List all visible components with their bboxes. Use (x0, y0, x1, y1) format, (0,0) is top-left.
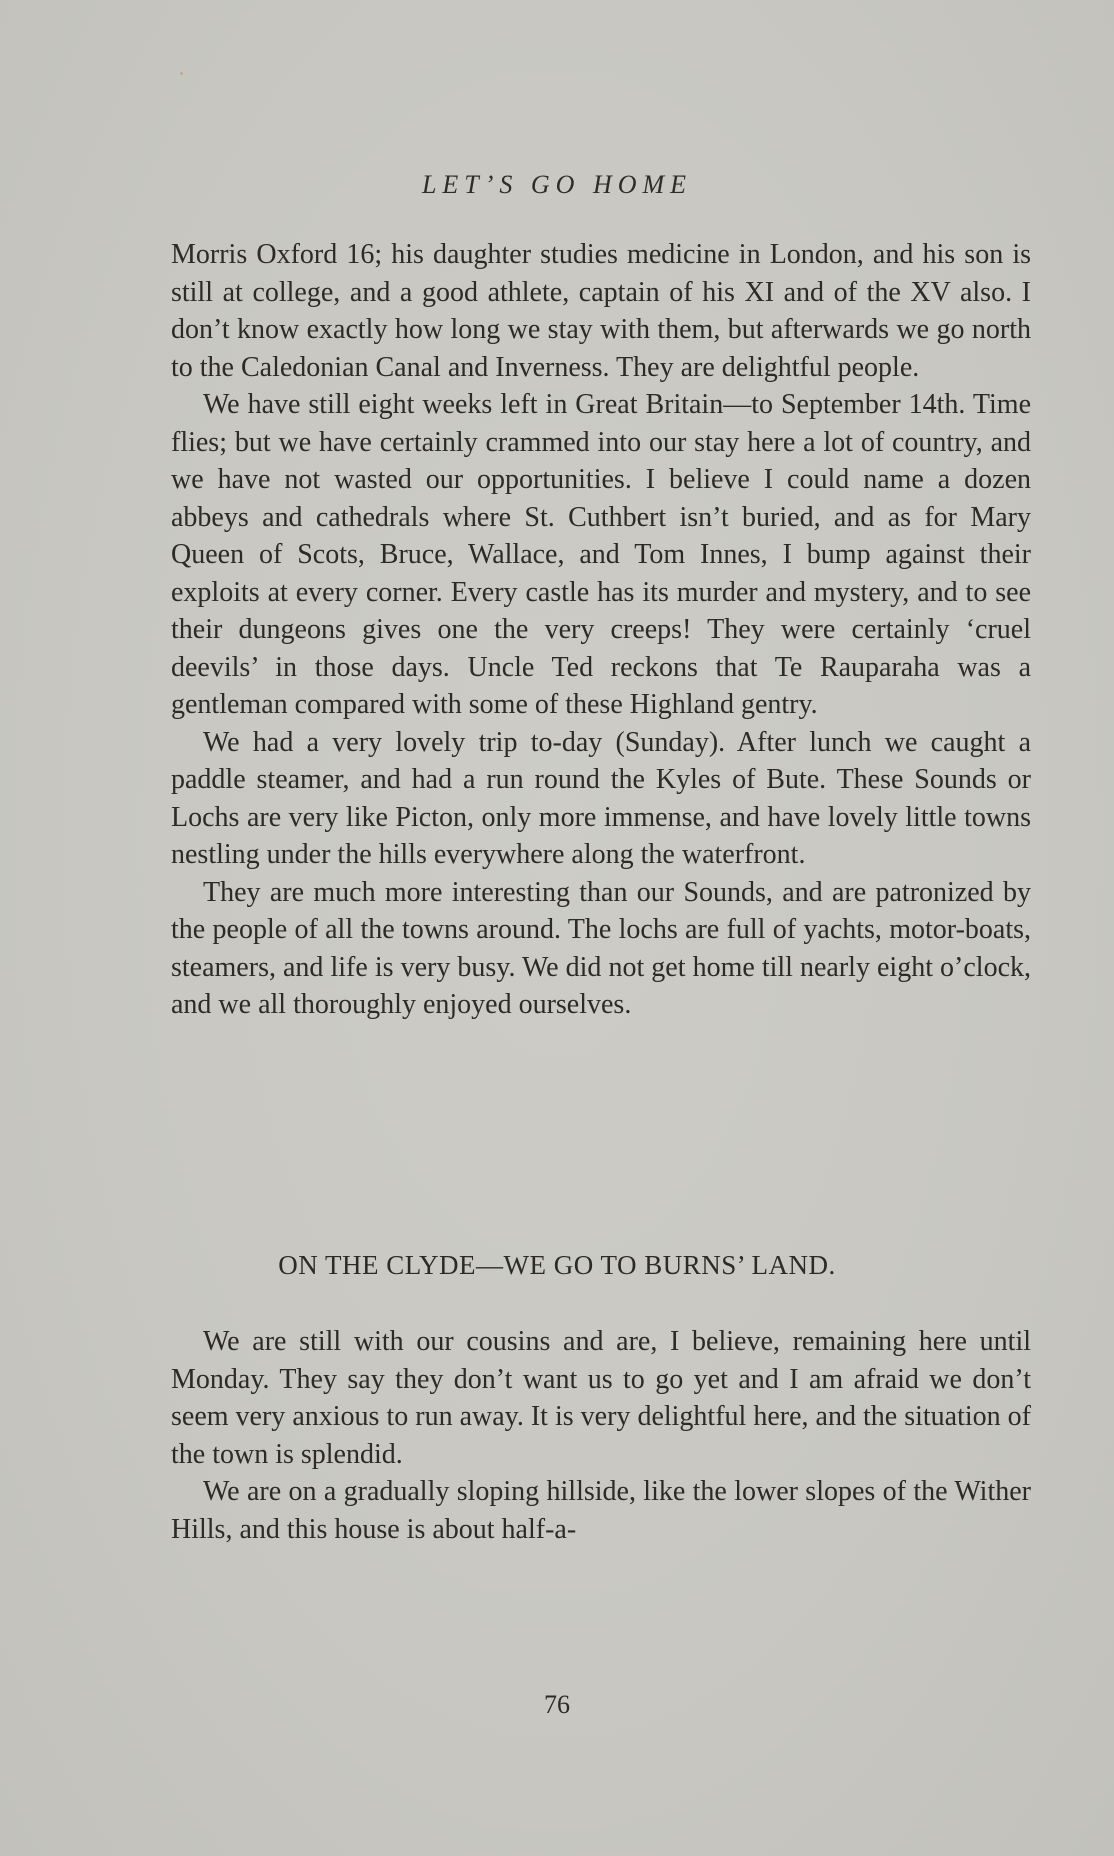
paragraph: Morris Oxford 16; his daughter studies medicine in London, and his son is still at college, and a good athlete, captain of his XI and of the XV also. I don’t know exactly how long we stay with them, but afterwards we go north to the Caledonian Canal and Inverness. They are delightful people. (171, 239, 1031, 383)
paper-speck (180, 72, 183, 75)
paragraph: We have still eight weeks left in Great Britain—to September 14th. Time flies; but we have certainly crammed into our stay here a lot of country, and we have not wasted our opportunities. I believe I could name a dozen abbeys and cathedrals where St. Cuthbert isn’t buried, and as for Mary Queen of Scots, Bruce, Wallace, and Tom Innes, I bump against their exploits at every corner. Every castle has its murder and mystery, and to see their dungeons gives one the very creeps! They were certainly ‘cruel deevils’ in those days. Uncle Ted reckons that Te Rauparaha was a gentleman compared with some of these Highland gentry. (171, 389, 1031, 720)
paragraph: They are much more interesting than our Sounds, and are patronized by the people of all the towns around. The lochs are full of yachts, motor-boats, steamers, and life is very busy. We did not get home till nearly eight o’clock, and we all thoroughly enjoyed ourselves. (171, 876, 1031, 1020)
paragraph: We had a very lovely trip to-day (Sunday). After lunch we caught a paddle steamer, and had a run round the Kyles of Bute. These Sounds or Lochs are very like Picton, only more immense, and have lovely little towns nestling under the hills everywhere along the waterfront. (171, 726, 1031, 870)
body-text-section-two (171, 1323, 1031, 1548)
paragraph: We are on a gradually sloping hillside, like the lower slopes of the Wither Hills, and this house is about half-a- (171, 1476, 1031, 1545)
body-text-section-one (171, 236, 1031, 1024)
section-heading: ON THE CLYDE—WE GO TO BURNS’ LAND. (278, 1250, 836, 1280)
page-number: 76 (544, 1690, 570, 1719)
running-head: LET’S GO HOME (421, 170, 693, 199)
paragraph: We are still with our cousins and are, I believe, remaining here until Monday. They say they don’t want us to go yet and I am afraid we don’t seem very anxious to run away. It is very delightful here, and the situation of the town is splendid. (171, 1326, 1031, 1470)
